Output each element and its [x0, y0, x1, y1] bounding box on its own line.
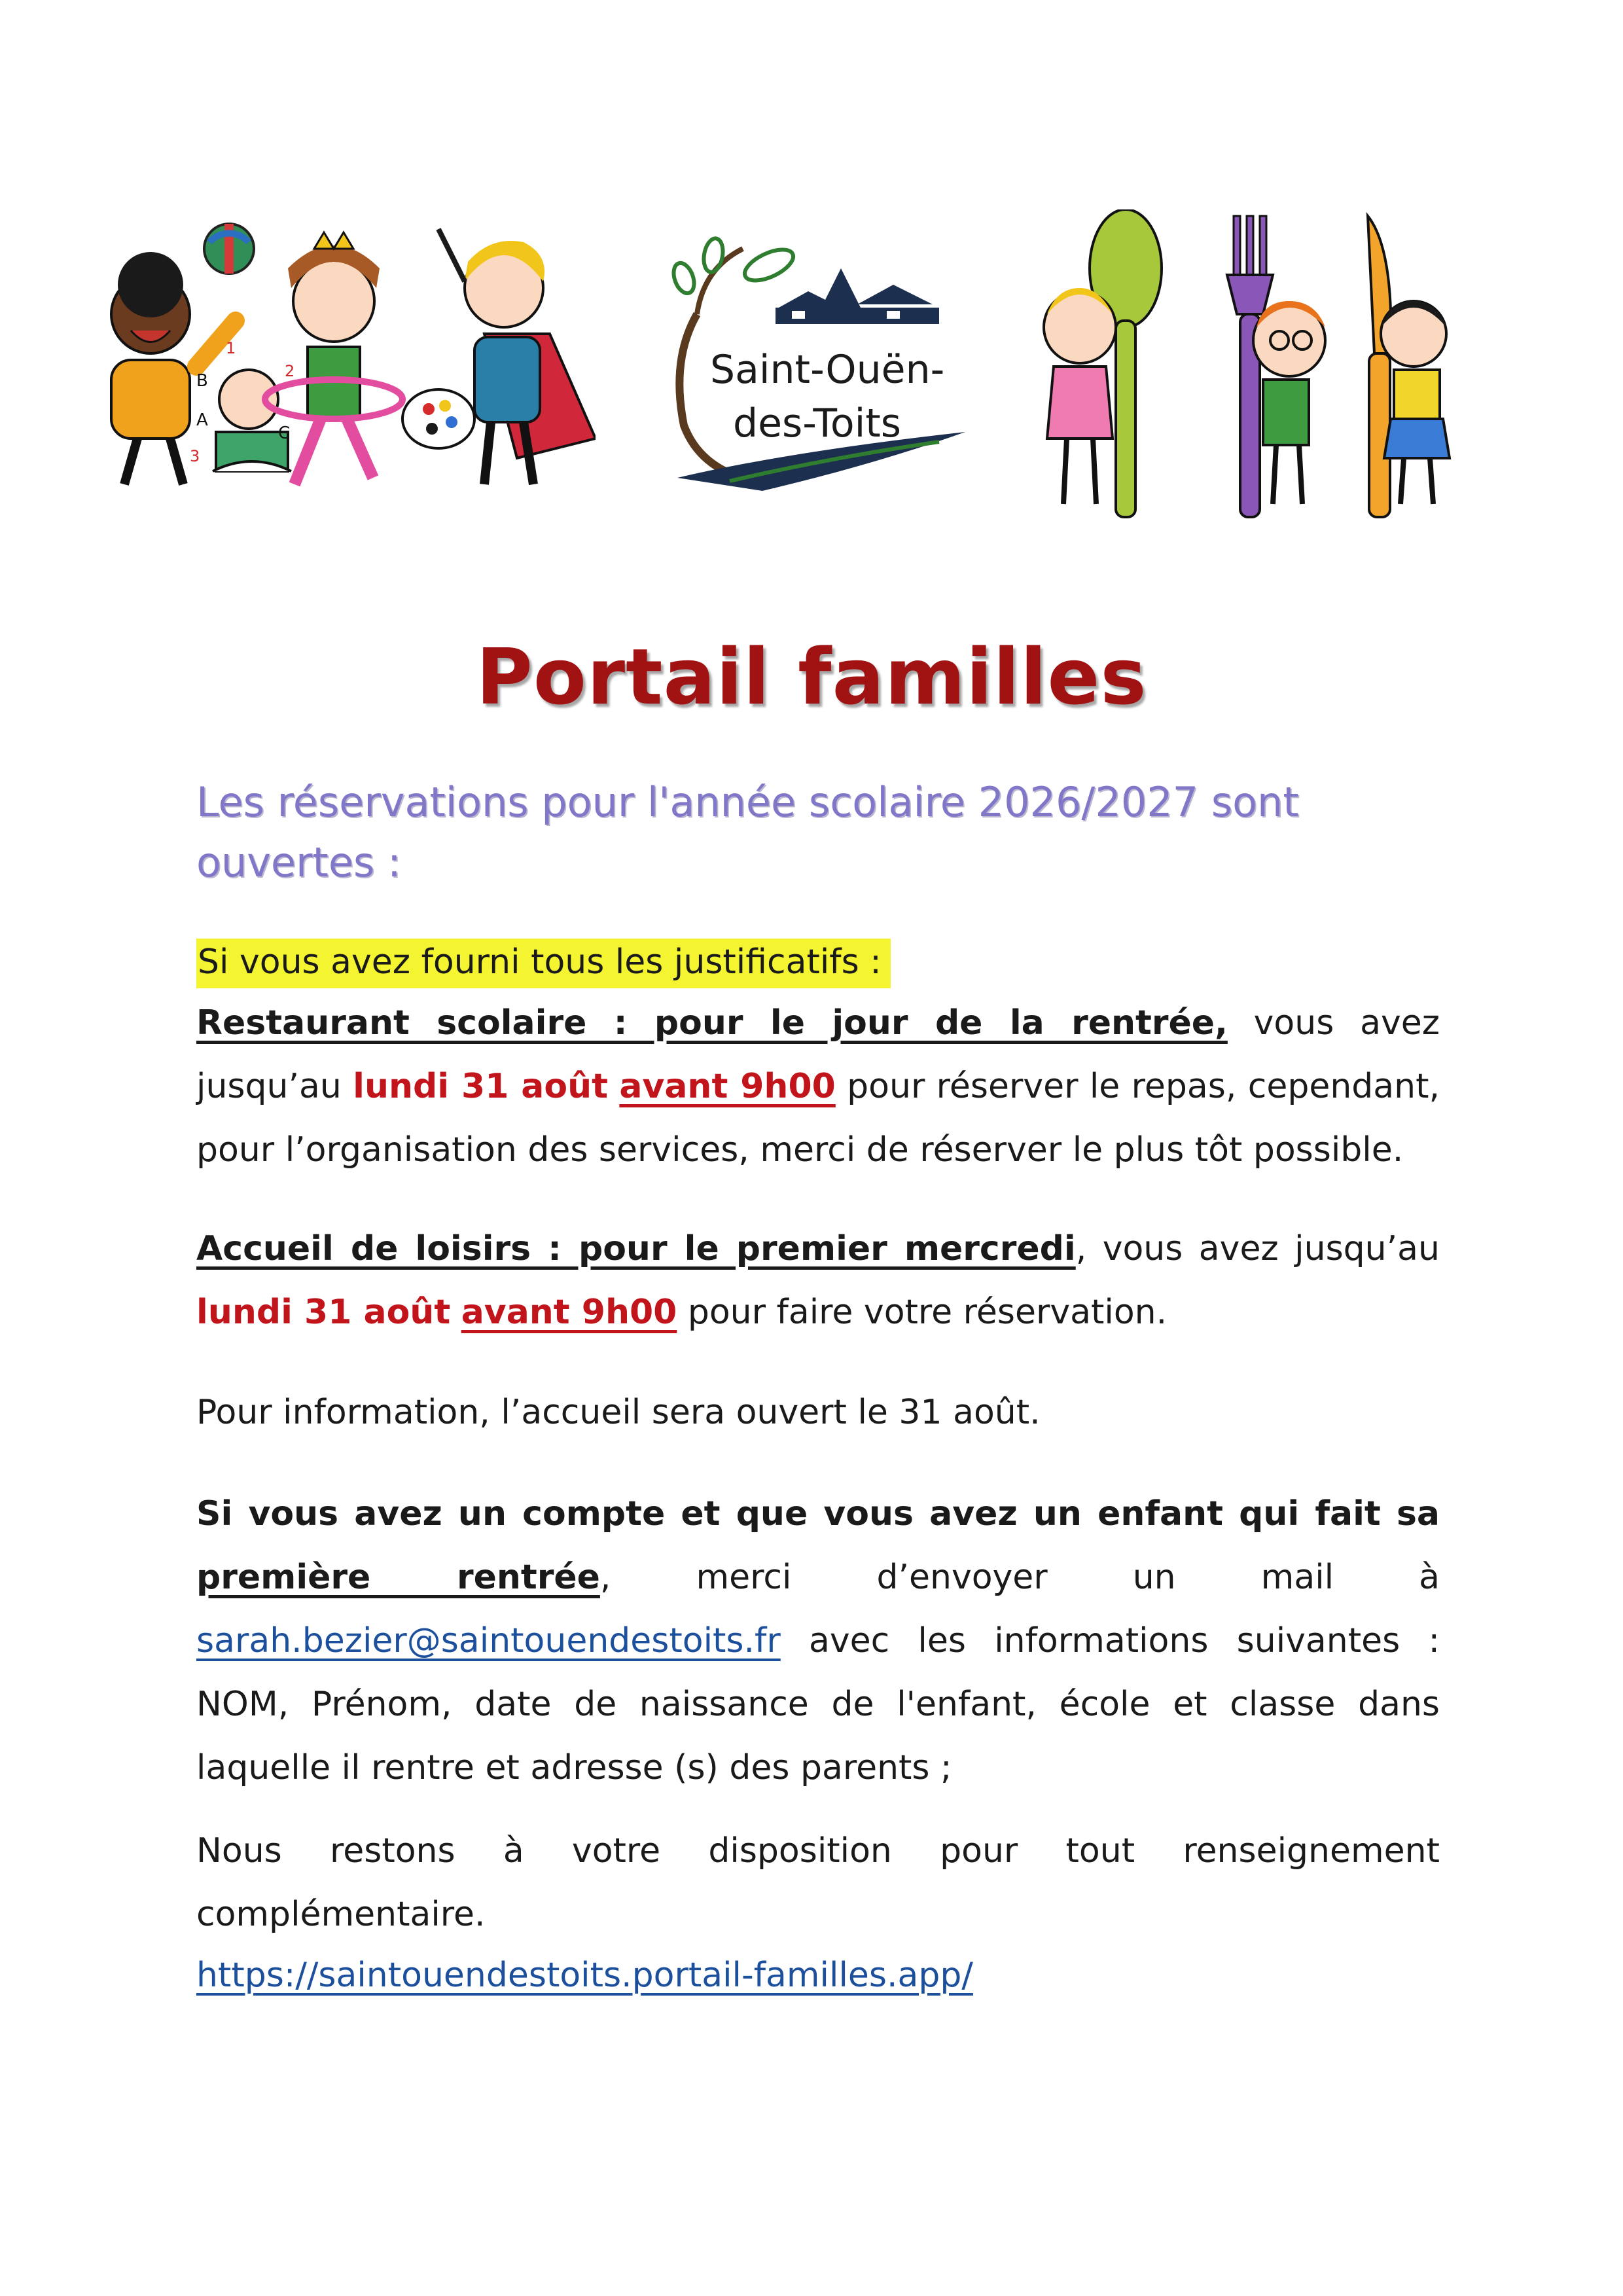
digit-1: 1	[226, 339, 236, 357]
digit-2: 2	[285, 362, 295, 380]
accueil-text1: , vous avez jusqu’au	[1075, 1229, 1440, 1268]
restaurant-scolaire-paragraph	[196, 992, 1440, 1182]
portal-url-block	[196, 1944, 1440, 2007]
restaurant-deadline: avant 9h00	[619, 1067, 836, 1106]
children-with-cutlery-illustration	[1027, 209, 1453, 530]
portal-url-link[interactable]: https://saintouendestoits.portail-familles.app/	[196, 1956, 973, 1995]
accueil-deadline: avant 9h00	[461, 1293, 677, 1332]
justificatifs-highlight: Si vous avez fourni tous les justificatifs :	[196, 939, 891, 988]
accueil-loisirs-paragraph	[196, 1217, 1440, 1344]
logo-text-line1: Saint-Ouën-	[710, 347, 945, 393]
justificatifs-highlight-block	[196, 933, 1440, 992]
accueil-text2: pour faire votre réservation.	[677, 1293, 1168, 1332]
restaurant-text1: vous avez jusqu’au	[196, 1003, 1440, 1106]
digit-3: 3	[190, 447, 200, 465]
accueil-loisirs-lead: Accueil de loisirs : pour le premier mercredi	[196, 1229, 1076, 1268]
logo-text-line2: des-Toits	[733, 401, 902, 446]
premiere-rentree-text1: , merci d’envoyer un mail à	[599, 1558, 1440, 1597]
children-playing-illustration	[98, 223, 596, 497]
letter-a: A	[196, 410, 208, 430]
restaurant-scolaire-lead: Restaurant scolaire : pour le jour de la rentrée,	[196, 1003, 1228, 1043]
reservations-subtitle: Les réservations pour l'année scolaire 2026/2027 sont ouvertes :	[196, 778, 1299, 886]
restaurant-date: lundi 31 août	[353, 1067, 608, 1106]
premiere-rentree-text2: avec les informations suivantes : NOM, Prénom, date de naissance de l'enfant, école et classe dans laquelle il rentre et adresse (s) des parents ;	[196, 1621, 1440, 1787]
town-logo	[658, 229, 985, 517]
accueil-date: lundi 31 août	[196, 1293, 451, 1332]
premiere-rentree-lead1: Si vous avez un compte et que vous avez un enfant qui fait sa	[196, 1494, 1440, 1534]
letter-b: B	[196, 371, 208, 391]
email-link[interactable]: sarah.bezier@saintouendestoits.fr	[196, 1621, 781, 1660]
premiere-rentree-paragraph	[196, 1482, 1440, 1800]
letter-c: C	[278, 423, 291, 443]
page-title: Portail familles	[476, 632, 1147, 722]
closing-paragraph: Nous restons à votre disposition pour tout renseignement complémentaire.	[196, 1831, 1440, 1934]
information-paragraph: Pour information, l’accueil sera ouvert le 31 août.	[196, 1393, 1041, 1432]
restaurant-text2: pour réserver le repas, cependant, pour l’organisation des services, merci de réserver le plus tôt possible.	[196, 1067, 1440, 1170]
premiere-rentree-lead2: première rentrée	[196, 1558, 600, 1597]
